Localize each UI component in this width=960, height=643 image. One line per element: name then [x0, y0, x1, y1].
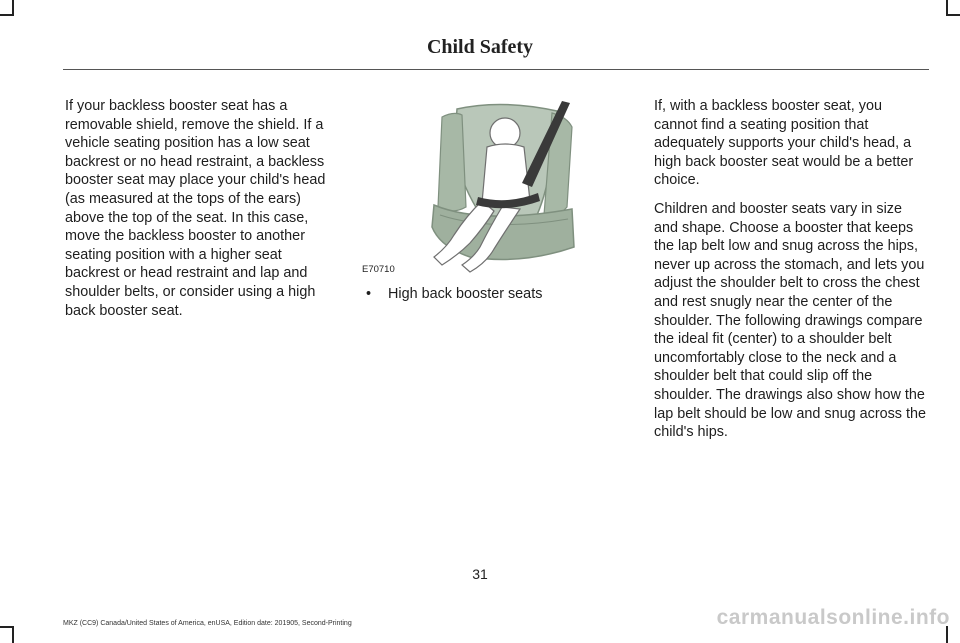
- footer-text: MKZ (CC9) Canada/United States of America, enUSA, Edition date: 201905, Second-Printing: [63, 620, 352, 627]
- bullet-item: [366, 286, 542, 302]
- right-column: [654, 97, 928, 452]
- header-rule: [63, 69, 929, 70]
- crop-mark-top-right-h: [946, 14, 960, 16]
- right-paragraph-1: If, with a backless booster seat, you cannot find a seating position that adequately supports your child's head, a high back booster seat would be a better choice.: [654, 98, 914, 189]
- bullet-text: High back booster seats: [388, 286, 543, 302]
- right-paragraph-2: Children and booster seats vary in size and shape. Choose a booster that keeps the lap belt low and snug across the hips, never up across the stomach, and lets you adjust the shoulder belt to cross the chest and rest snugly near the center of the shoulder. The following drawings compare the ideal fit (center) to a shoulder belt uncomfortably close to the neck and a shoulder belt that could slip off the shoulder. The drawings also show how the lap belt should be low and snug across the child's hips.: [654, 200, 927, 441]
- crop-mark-bottom-left-v: [12, 626, 14, 643]
- figure-label: E70710: [362, 264, 395, 275]
- page-number: 31: [472, 566, 488, 582]
- bullet-marker: •: [366, 286, 372, 302]
- page-title: Child Safety: [426, 36, 534, 58]
- booster-seat-illustration: [362, 97, 617, 275]
- left-column: [65, 97, 338, 330]
- crop-mark-bottom-left-h: [0, 626, 14, 628]
- crop-mark-top-left-h: [0, 14, 14, 16]
- left-paragraph: If your backless booster seat has a removable shield, remove the shield. If a vehicle seating position has a low seat backrest or no head restraint, a backless booster seat may place your child's head (as measured at the tops of the ears) above the top of the seat. In this case, move the backless booster to another seating position with a higher seat backrest or head restraint and lap and shoulder belts, or consider using a high back booster seat.: [65, 98, 326, 319]
- watermark-logo: carmanualsonline.info: [716, 606, 950, 629]
- seat-wing-left: [438, 113, 466, 211]
